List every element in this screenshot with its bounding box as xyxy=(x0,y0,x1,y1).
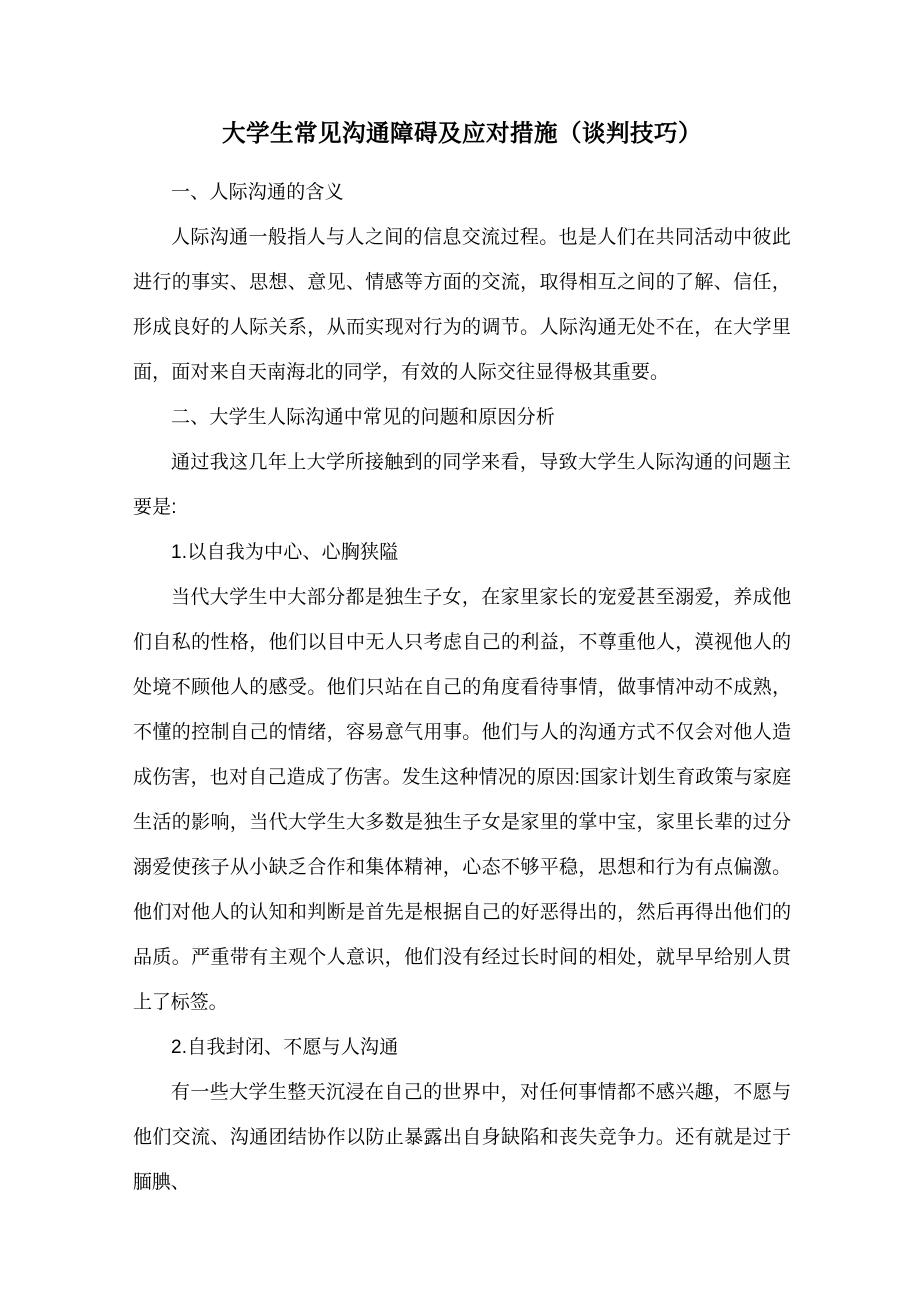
paragraph-problems-intro: 通过我这几年上大学所接触到的同学来看，导致大学生人际沟通的问题主要是: xyxy=(133,451,791,518)
section-heading-1: 一、人际沟通的含义 xyxy=(171,181,344,203)
paragraph-self-centered-explanation: 当代大学生中大部分都是独生子女，在家里家长的宠爱甚至溺爱，养成他们自私的性格，他们以目中无人只考虑自己的利益，不尊重他人，漠视他人的处境不顾他人的感受。他们只站在自己的角度看待事情，做事情冲动不成熟，不懂的控制自己的情绪，容易意气用事。他们与人的沟通方式不仅会对他人造成伤害，也对自己造成了伤害。发生这种情况的原因:国家计划生育政策与家庭生活的影响，当代大学生大多数是独生子女是家里的掌中宝，家里长辈的过分溺爱使孩子从小缺乏合作和集体精神，心态不够平稳，思想和行为有点偏激。他们对他人的认知和判断是首先是根据自己的好恶得出的，然后再得出他们的品质。严重带有主观个人意识，他们没有经过长时间的相处，就早早给别人贯上了标签。 xyxy=(133,586,791,1013)
document-body xyxy=(133,118,791,1205)
section-heading-2: 二、大学生人际沟通中常见的问题和原因分析 xyxy=(171,406,556,428)
page-title: 大学生常见沟通障碍及应对措施（谈判技巧） xyxy=(222,120,702,146)
paragraph-interpersonal-communication-definition: 人际沟通一般指人与人之间的信息交流过程。也是人们在共同活动中彼此进行的事实、思想、意见、情感等方面的交流，取得相互之间的了解、信任，形成良好的人际关系，从而实现对行为的调节。人际沟通无处不在，在大学里面，面对来自天南海北的同学，有效的人际交往显得极其重要。 xyxy=(133,226,791,383)
sub-heading-item-1: 1.以自我为中心、心胸狭隘 xyxy=(171,541,399,563)
sub-heading-item-2: 2.自我封闭、不愿与人沟通 xyxy=(171,1036,399,1058)
paragraph-self-isolation-explanation: 有一些大学生整天沉浸在自己的世界中，对任何事情都不感兴趣，不愿与他们交流、沟通团结协作以防止暴露出自身缺陷和丧失竞争力。还有就是过于腼腆、 xyxy=(133,1081,791,1193)
